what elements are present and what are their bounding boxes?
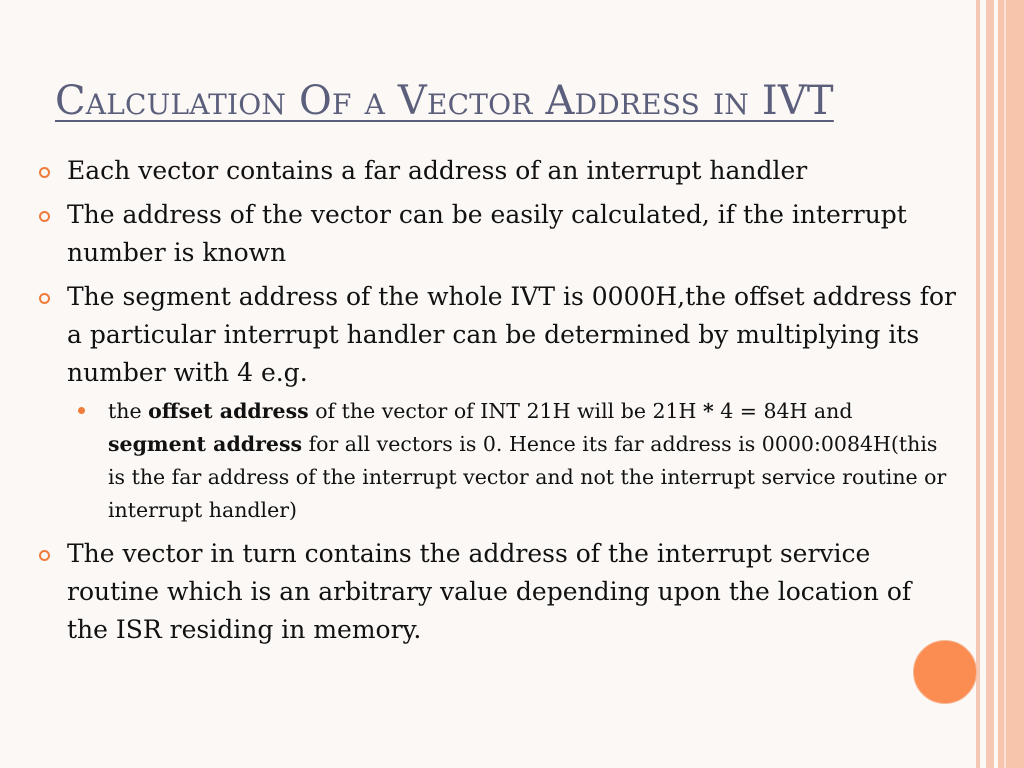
sub-text-part: 4 = 84H and (713, 399, 853, 423)
bullet-ring-icon (39, 211, 50, 222)
bullet-text: Each vector contains a far address of an interrupt handler (67, 156, 808, 185)
sub-text-part: of the vector of INT 21H will be 21H (308, 399, 703, 423)
bullet-ring-icon (39, 293, 50, 304)
sub-text-part: for all vectors is 0. Hence its far address is 0000:0084H(this is the far address of the interrupt vector and not the interrupt service routine or interrupt handler) (108, 432, 947, 522)
bullet-item (36, 152, 956, 190)
bullet-text: The segment address of the whole IVT is 0000H,the offset address for a particular interrupt handler can be determined by multiplying its number with 4 e.g. (67, 282, 956, 387)
sub-text-bold: * (702, 399, 714, 423)
decor-stripe (998, 0, 1024, 768)
bullet-item (36, 278, 956, 392)
sub-bullet-item (36, 395, 956, 527)
sub-text-bold: segment address (108, 432, 303, 456)
bullet-ring-icon (39, 550, 50, 561)
decor-stripe (1004, 0, 1006, 768)
sub-text-bold: offset address (148, 399, 309, 423)
slide-content (36, 152, 956, 655)
decor-stripe (976, 0, 980, 768)
bullet-ring-icon (39, 167, 50, 178)
bullet-item (36, 535, 956, 649)
decor-stripe (986, 0, 994, 768)
bullet-text: The vector in turn contains the address of the interrupt service routine which is an arbitrary value depending upon the location of the ISR residing in memory. (67, 539, 912, 644)
sub-bullet-dot-icon (78, 407, 85, 414)
bullet-item (36, 196, 956, 272)
slide-title: Calculation Of a Vector Address in IVT (55, 78, 834, 124)
sub-text-part: the (108, 399, 149, 423)
bullet-text: The address of the vector can be easily calculated, if the interrupt number is known (67, 200, 907, 267)
